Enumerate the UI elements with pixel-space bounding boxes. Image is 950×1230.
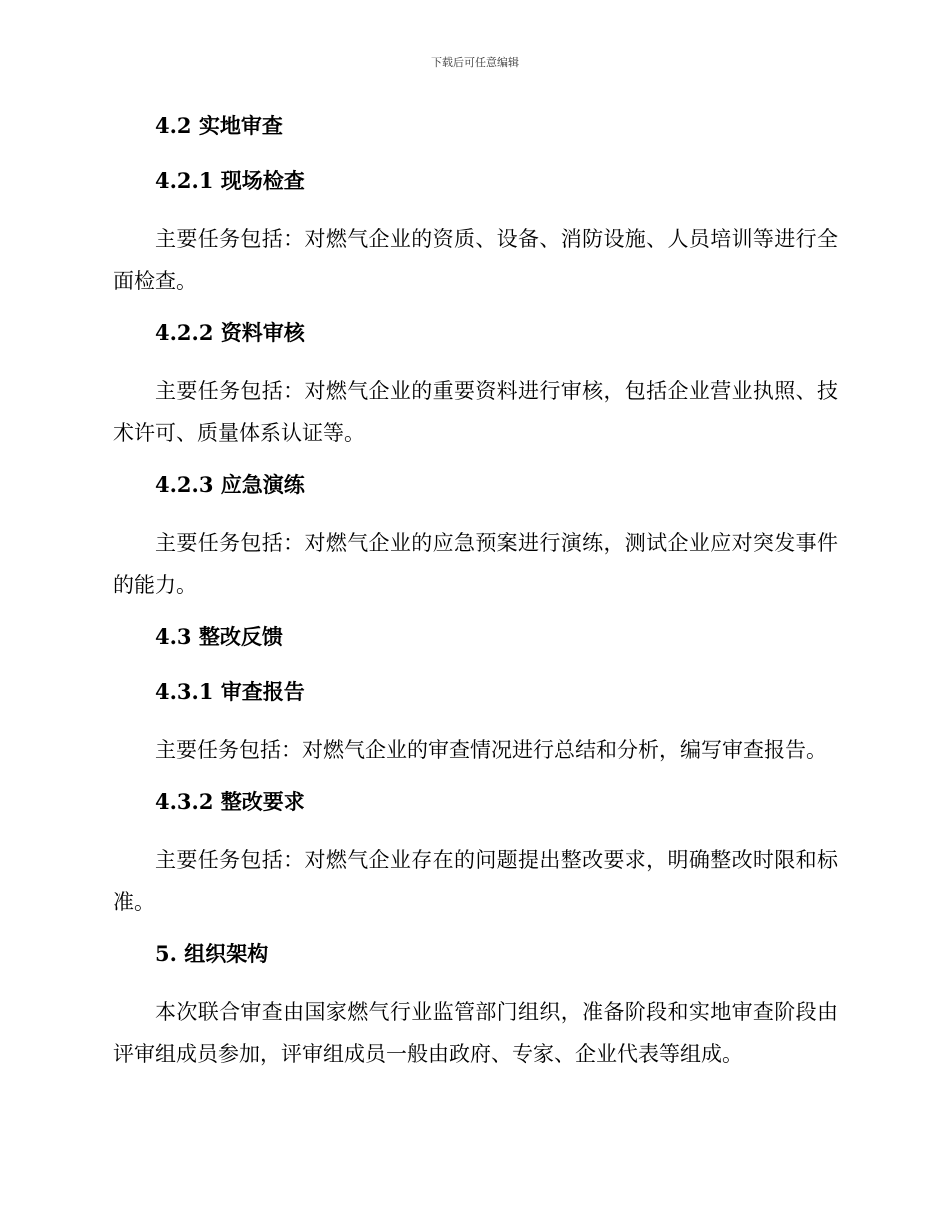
paragraph-4-2-3: 主要任务包括：对燃气企业的应急预案进行演练，测试企业应对突发事件的能力。: [113, 531, 838, 597]
section-heading-4-2-2: 4.2.2 资料审核: [155, 320, 305, 345]
section-heading-4-3-2: 4.3.2 整改要求: [155, 789, 305, 814]
document-body: [113, 108, 838, 1075]
section-heading-4-3: 4.3 整改反馈: [155, 624, 283, 649]
header-note: 下载后可任意编辑: [431, 56, 519, 69]
paragraph-4-2-2: 主要任务包括：对燃气企业的重要资料进行审核，包括企业营业执照、技术许可、质量体系认证等。: [113, 379, 838, 445]
paragraph-5: 本次联合审查由国家燃气行业监管部门组织，准备阶段和实地审查阶段由评审组成员参加，评审组成员一般由政府、专家、企业代表等组成。: [113, 1000, 838, 1066]
paragraph-4-3-1: 主要任务包括：对燃气企业的审查情况进行总结和分析，编写审查报告。: [155, 738, 827, 762]
section-heading-4-2: 4.2 实地审查: [155, 113, 283, 138]
paragraph-4-2-1: 主要任务包括：对燃气企业的资质、设备、消防设施、人员培训等进行全面检查。: [113, 227, 838, 293]
section-heading-4-2-1: 4.2.1 现场检查: [155, 168, 305, 193]
section-heading-4-2-3: 4.2.3 应急演练: [155, 472, 305, 497]
paragraph-4-3-2: 主要任务包括：对燃气企业存在的问题提出整改要求，明确整改时限和标准。: [113, 848, 838, 914]
section-heading-5: 5. 组织架构: [155, 941, 269, 966]
section-heading-4-3-1: 4.3.1 审查报告: [155, 679, 305, 704]
